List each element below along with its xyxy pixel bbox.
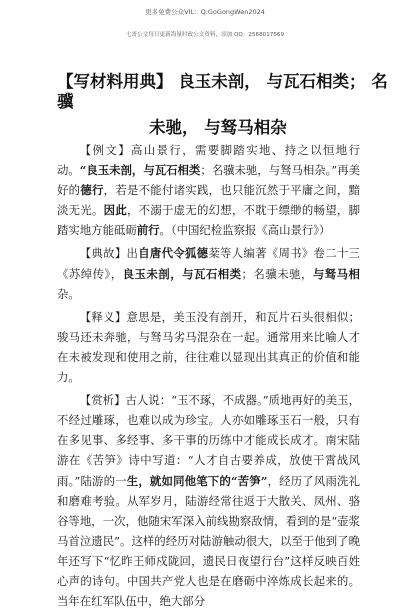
text-run: ，不溺于虚无的幻想，不耽于缥缈的畅望，脚踏实地方能砥砺 <box>57 203 360 238</box>
paragraph-example <box>57 140 360 240</box>
text-run: 。（中国纪检监察报《高山景行》） <box>159 223 331 238</box>
paragraph-appreciation <box>57 390 360 611</box>
paragraph-label: 【赏析】 <box>79 393 126 408</box>
text-run: 古人说：“玉不琢，不成器。”质地再好的美玉，不经过雕琢，也难以成为珍宝。人亦如雕琢玉石一般，只有在多见事、多经事、多干事的历练中才能成长成才。南宋陆游在《苦笋》诗中写道：“人才自古要养成，放使干霄战风雨。”陆游的一 <box>57 393 360 488</box>
paragraph-label: 【例文】 <box>79 143 131 157</box>
bold-run: 因此 <box>103 203 127 218</box>
bold-run: 自唐代令狐德 <box>138 246 209 261</box>
text-run: ，经历了风雨洗礼和磨难考验。从军岁月，陆游经常往返于大散关、凤州、骆谷等地，一次，他随宋军深入前线勘察敌情，看到的是“壶浆马首泣遗民”。这样的经历对陆游触动很大，以至于他到了晚年还写下“忆昨王师戍陇回，遗民日夜望行台”这样反映百姓心声的诗句。中国共产党人也是在磨砺中淬炼成长起来的。当年在红军队伍中，绝大部分 <box>57 473 360 609</box>
bold-run: 德行 <box>80 183 104 198</box>
bold-run: “良玉未剖，与瓦石相类 <box>79 163 201 178</box>
text-run: 出 <box>126 246 139 261</box>
bold-run: 与驽马相 <box>312 266 360 281</box>
text-run: 高山景行，需要脚踏实地、持之以恒地行动。 <box>57 143 360 178</box>
bold-run: 生，就如同他笔下的“苦笋” <box>126 473 268 488</box>
paragraph-allusion <box>57 243 360 303</box>
header-contact-line: 七哥公文每日更新海量时政公文资料，添加 QQ：2568017569 <box>125 32 285 38</box>
bold-run: 良玉未剖，与瓦石相类 <box>122 266 242 281</box>
paragraph-label: 【典故】 <box>79 246 127 261</box>
title-line-2: 骥 <box>57 92 74 111</box>
text-run: 棻等人编著《周书》卷二十三《苏绰传》， <box>57 246 360 281</box>
text-run: 杂。 <box>57 286 80 301</box>
paragraph-label: 【释义】 <box>79 309 127 324</box>
title-line-3: 未驰， 与驽马相杂 <box>149 118 287 137</box>
text-run: ；名骥未驰，与驽马相杂。”再美好的 <box>57 163 360 198</box>
bold-run: 前行 <box>136 223 160 238</box>
header-promo-line: 更多免费公众VIL：Q:GoGongWen2024 <box>145 8 265 16</box>
text-run: 意思是，美玉没有剖开，和瓦片石头很相似；骏马还未奔驰，与驽马劣马混杂在一起。通常用来比喻人才在未被发现和使用之前，往往难以显现出其真正的价值和能力。 <box>57 309 360 385</box>
text-run: ，若是不能付诸实践，也只能沉然于平庸之间，黯淡无光。 <box>57 183 360 218</box>
document-body <box>57 140 360 611</box>
paragraph-meaning <box>57 307 360 387</box>
text-run: ；名骥未驰， <box>241 266 313 281</box>
document-title <box>57 72 388 138</box>
title-line-1: 【写材料用典】 良玉未剖， 与瓦石相类； 名 <box>57 72 388 91</box>
